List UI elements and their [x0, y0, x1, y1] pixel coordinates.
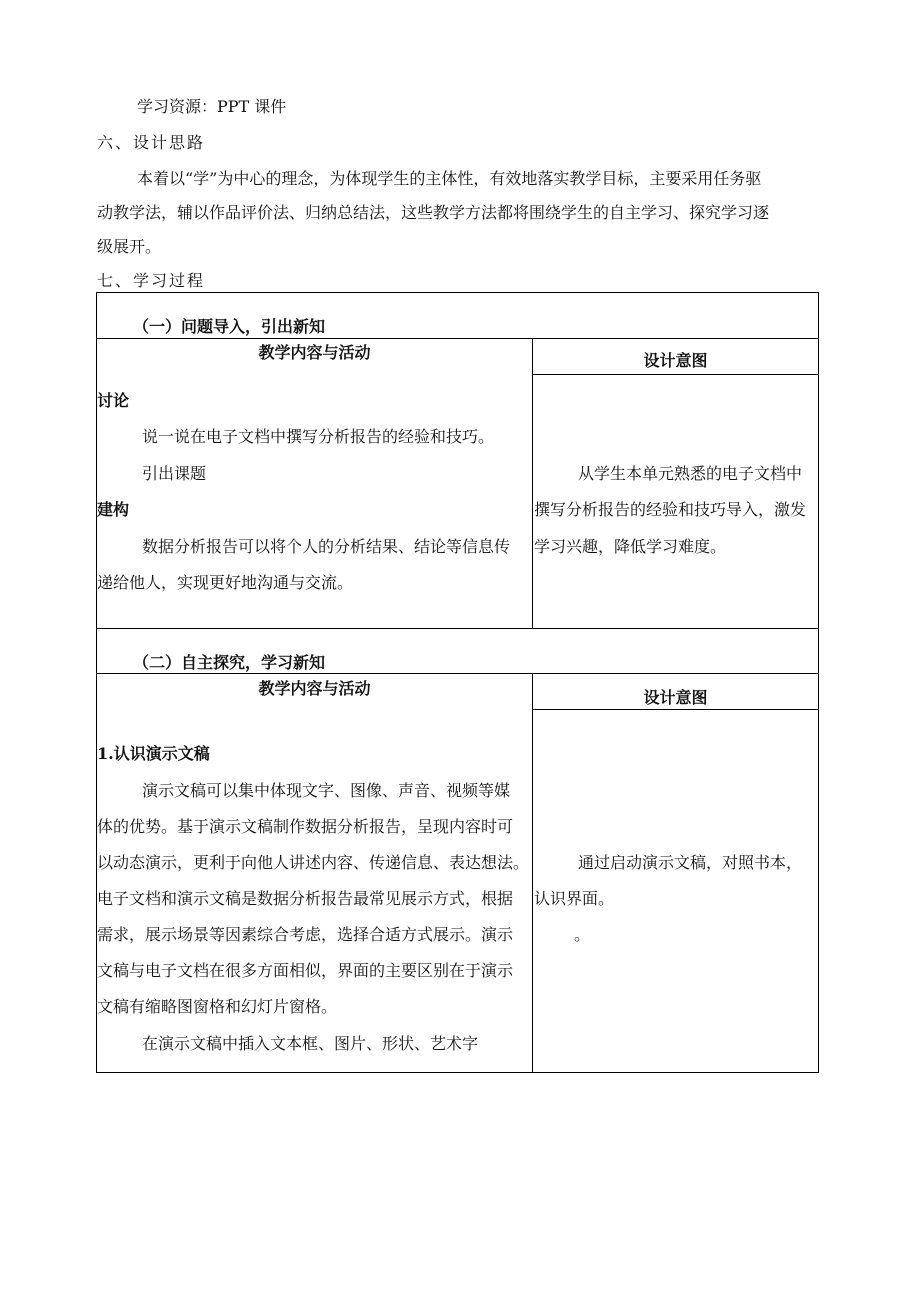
table1-left-line1: 说一说在电子文档中撰写分析报告的经验和技巧。 [142, 427, 495, 446]
table2-left-line1: 演示文稿可以集中体现文字、图像、声音、视频等媒 [142, 781, 511, 800]
section6-body-line3: 级展开。 [97, 237, 162, 256]
table2-right-line1: 通过启动演示文稿，对照书本， [578, 853, 803, 872]
table1-right-line2: 撰写分析报告的经验和技巧导入，激发 [534, 500, 807, 519]
table2-left-line3: 以动态演示，更利于向他人讲述内容、传递信息、表达想法。 [97, 853, 530, 872]
section6-heading: 六、设计思路 [97, 133, 206, 152]
table1-col-right-header: 设计意图 [643, 351, 708, 370]
section7-heading: 七、学习过程 [97, 271, 206, 290]
table2-col-left-header: 教学内容与活动 [258, 679, 371, 698]
table2-left-line8: 在演示文稿中插入文本框、图片、形状、艺术字 [142, 1034, 479, 1053]
table1-left-line3: 数据分析报告可以将个人的分析结果、结论等信息传 [142, 537, 511, 556]
table1-label-discuss: 讨论 [97, 391, 130, 410]
table2-section-title: （二）自主探究，学习新知 [133, 653, 326, 672]
table1-right-line1: 从学生本单元熟悉的电子文档中 [578, 464, 803, 483]
section6-body-line1: 本着以“学”为中心的理念，为体现学生的主体性，有效地落实教学目标，主要采用任务驱 [137, 169, 762, 188]
table2-left-line5: 需求，展示场景等因素综合考虑，选择合适方式展示。演示 [97, 925, 514, 944]
table2-right-line3: 。 [574, 925, 591, 944]
section6-body-line2: 动教学法，辅以作品评价法、归纳总结法，这些教学方法都将围绕学生的自主学习、探究学习逐 [97, 203, 770, 222]
learning-resources: 学习资源：PPT 课件 [137, 97, 287, 116]
table1-left-line4: 递给他人，实现更好地沟通与交流。 [97, 573, 354, 592]
table1-col-left-header: 教学内容与活动 [258, 343, 371, 362]
table2-left-line2: 体的优势。基于演示文稿制作数据分析报告，呈现内容时可 [97, 817, 514, 836]
table2-right-line2: 认识界面。 [534, 889, 615, 908]
table2-left-line6: 文稿与电子文档在很多方面相似，界面的主要区别在于演示 [97, 961, 514, 980]
table1-right-line3: 学习兴趣，降低学习难度。 [534, 537, 727, 556]
table2-left-line7: 文稿有缩略图窗格和幻灯片窗格。 [97, 997, 338, 1016]
table2-left-line4: 电子文档和演示文稿是数据分析报告最常见展示方式，根据 [97, 889, 514, 908]
table1-left-line2: 引出课题 [142, 464, 207, 483]
table2-col-right-header: 设计意图 [643, 688, 708, 707]
table2-heading: 1.认识演示文稿 [97, 744, 210, 763]
table1-section-title: （一）问题导入，引出新知 [133, 317, 326, 336]
table1-label-construct: 建构 [97, 500, 130, 519]
